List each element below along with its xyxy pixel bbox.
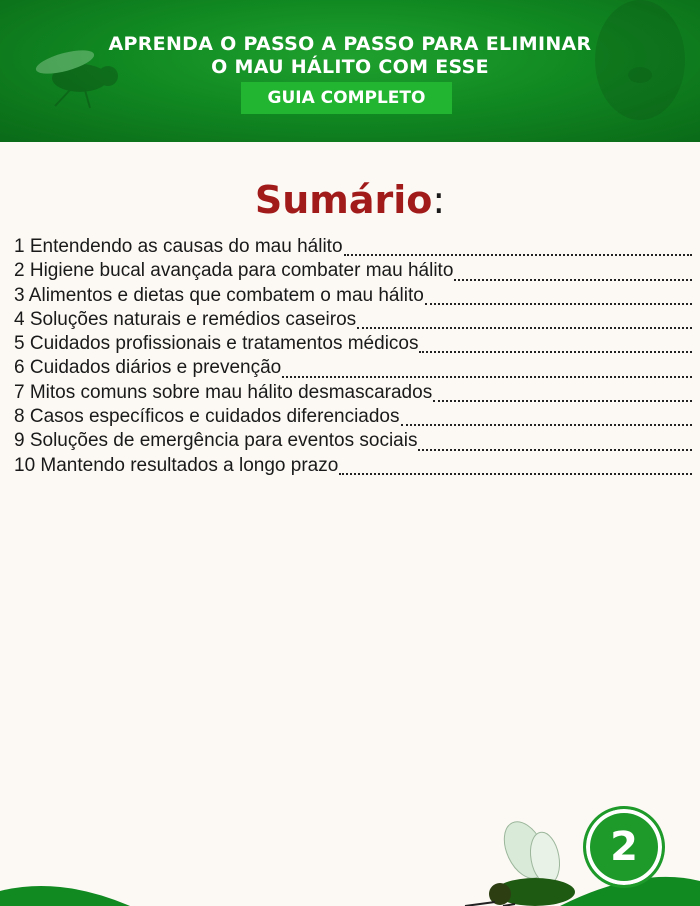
toc-item[interactable] xyxy=(14,382,692,406)
toc-leader-dots xyxy=(357,327,692,329)
toc-item[interactable] xyxy=(14,309,692,333)
toc-item-label: 1 Entendendo as causas do mau hálito xyxy=(14,236,343,257)
header-banner xyxy=(0,0,700,142)
fly-image xyxy=(455,820,605,906)
toc-item-label: 2 Higiene bucal avançada para combater mau hálito xyxy=(14,260,454,282)
toc-leader-dots xyxy=(433,400,692,402)
title-text: Sumário xyxy=(254,178,433,222)
toc-item-label: 10 Mantendo resultados a longo prazo xyxy=(14,454,339,476)
guide-badge: GUIA COMPLETO xyxy=(241,82,452,114)
toc-item-label: 8 Casos específicos e cuidados diferenciados xyxy=(14,406,400,428)
page-title xyxy=(0,178,700,222)
toc-leader-dots xyxy=(344,254,692,256)
toc-item[interactable] xyxy=(14,260,692,284)
toc-item[interactable] xyxy=(14,430,692,454)
toc-item-label: 3 Alimentos e dietas que combatem o mau hálito xyxy=(14,284,424,306)
table-of-contents xyxy=(14,236,692,479)
toc-leader-dots xyxy=(418,449,692,451)
toc-leader-dots xyxy=(282,376,692,378)
toc-leader-dots xyxy=(425,303,692,305)
header-line-2: O MAU HÁLITO COM ESSE xyxy=(211,56,489,78)
toc-leader-dots xyxy=(401,424,692,426)
title-colon: : xyxy=(432,178,446,222)
toc-item[interactable] xyxy=(14,333,692,357)
page-number-badge: 2 xyxy=(583,806,665,888)
toc-leader-dots xyxy=(419,351,692,353)
toc-item-label: 5 Cuidados profissionais e tratamentos médicos xyxy=(14,333,419,355)
toc-leader-dots xyxy=(339,473,692,475)
toc-item-label: 9 Soluções de emergência para eventos sociais xyxy=(14,430,418,452)
toc-item-label: 6 Cuidados diários e prevenção xyxy=(14,357,282,379)
toc-item[interactable] xyxy=(14,455,692,479)
toc-item-label: 7 Mitos comuns sobre mau hálito desmascarados xyxy=(14,381,433,403)
toc-leader-dots xyxy=(454,279,692,281)
toc-item[interactable] xyxy=(14,285,692,309)
toc-item-label: 4 Soluções naturais e remédios caseiros xyxy=(14,308,357,330)
toc-item[interactable] xyxy=(14,357,692,381)
header-line-1: APRENDA O PASSO A PASSO PARA ELIMINAR xyxy=(108,33,592,55)
toc-item[interactable] xyxy=(14,236,692,260)
toc-item[interactable] xyxy=(14,406,692,430)
